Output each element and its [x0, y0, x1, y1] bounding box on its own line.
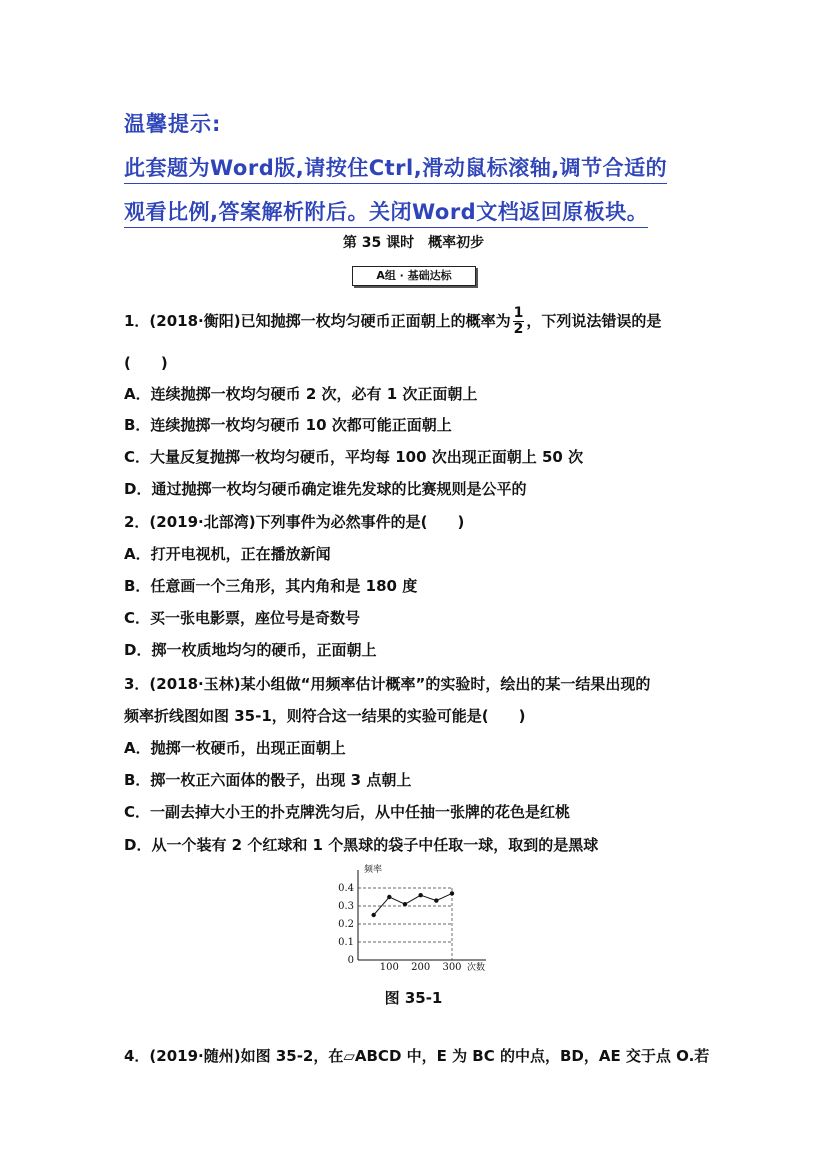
- fraction-denominator: 2: [513, 321, 524, 337]
- question-1-stem: [124, 306, 661, 337]
- question-2-stem: 2．(2019·北部湾)下列事件为必然事件的是( ): [124, 513, 465, 531]
- question-2-option-b: B．任意画一个三角形，其内角和是 180 度: [124, 577, 418, 595]
- question-1-text: 1．(2018·衡阳)已知抛掷一枚均匀硬币正面朝上的概率为: [124, 312, 511, 330]
- x-tick-label: 100: [379, 962, 399, 973]
- question-4-stem: 4．(2019·随州)如图 35-2，在▱ABCD 中，E 为 BC 的中点，BD，AE 交于点 O.若: [124, 1047, 710, 1065]
- question-3-stem-2: 频率折线图如图 35-1，则符合这一结果的实验可能是( ): [124, 707, 526, 725]
- question-1-option-a: A．连续抛掷一枚均匀硬币 2 次，必有 1 次正面朝上: [124, 385, 478, 403]
- question-2-option-d: D．掷一枚质地均匀的硬币，正面朝上: [124, 641, 377, 659]
- chart-svg: [330, 862, 490, 974]
- y-axis-label: 频率: [364, 865, 383, 875]
- question-1-option-c: C．大量反复抛掷一枚均匀硬币，平均每 100 次出现正面朝上 50 次: [124, 448, 584, 466]
- question-2-option-c: C．买一张电影票，座位号是奇数号: [124, 609, 361, 627]
- y-tick-label: 0.3: [338, 901, 354, 912]
- question-1-option-b: B．连续抛掷一枚均匀硬币 10 次都可能正面朝上: [124, 416, 452, 434]
- question-3-option-d: D．从一个装有 2 个红球和 1 个黑球的袋子中任取一球，取到的是黑球: [124, 836, 599, 854]
- question-3-option-b: B．掷一枚正六面体的骰子，出现 3 点朝上: [124, 771, 412, 789]
- question-3-option-c: C．一副去掉大小王的扑克牌洗匀后，从中任抽一张牌的花色是红桃: [124, 803, 571, 821]
- frequency-line-chart: [330, 862, 490, 974]
- fraction-one-half: [513, 306, 525, 337]
- y-tick-label: 0: [347, 955, 354, 966]
- question-3-option-a: A．抛掷一枚硬币，出现正面朝上: [124, 739, 346, 757]
- fraction-numerator: 1: [513, 305, 524, 321]
- x-axis-label: 次数: [466, 963, 486, 973]
- x-tick-label: 200: [411, 962, 431, 973]
- tip-line-1: 此套题为Word版,请按住Ctrl,滑动鼠标滚轴,调节合适的: [124, 152, 667, 184]
- y-tick-label: 0.4: [338, 883, 354, 894]
- y-tick-label: 0.1: [338, 937, 354, 948]
- data-point: [418, 893, 422, 897]
- data-point: [450, 891, 454, 895]
- tip-title: 温馨提示:: [124, 112, 222, 136]
- data-point: [403, 902, 407, 906]
- data-point: [387, 895, 391, 899]
- figure-caption: 图 35-1: [384, 989, 443, 1007]
- data-point: [434, 898, 438, 902]
- question-3-stem: 3．(2018·玉林)某小组做“用频率估计概率”的实验时，绘出的某一结果出现的: [124, 675, 651, 693]
- question-1-tail: ，下列说法错误的是: [526, 312, 662, 330]
- group-badge: A组 · 基础达标: [352, 266, 476, 286]
- data-point: [371, 913, 375, 917]
- tip-line-2: 观看比例,答案解析附后。关闭Word文档返回原板块。: [124, 196, 648, 228]
- series-line: [374, 893, 452, 915]
- question-1-paren: ( ): [124, 354, 168, 372]
- question-2-option-a: A．打开电视机，正在播放新闻: [124, 545, 331, 563]
- lesson-title: 第 35 课时 概率初步: [342, 235, 485, 251]
- question-1-option-d: D．通过抛掷一枚均匀硬币确定谁先发球的比赛规则是公平的: [124, 480, 527, 498]
- x-tick-label: 300: [442, 962, 462, 973]
- y-tick-label: 0.2: [338, 919, 354, 930]
